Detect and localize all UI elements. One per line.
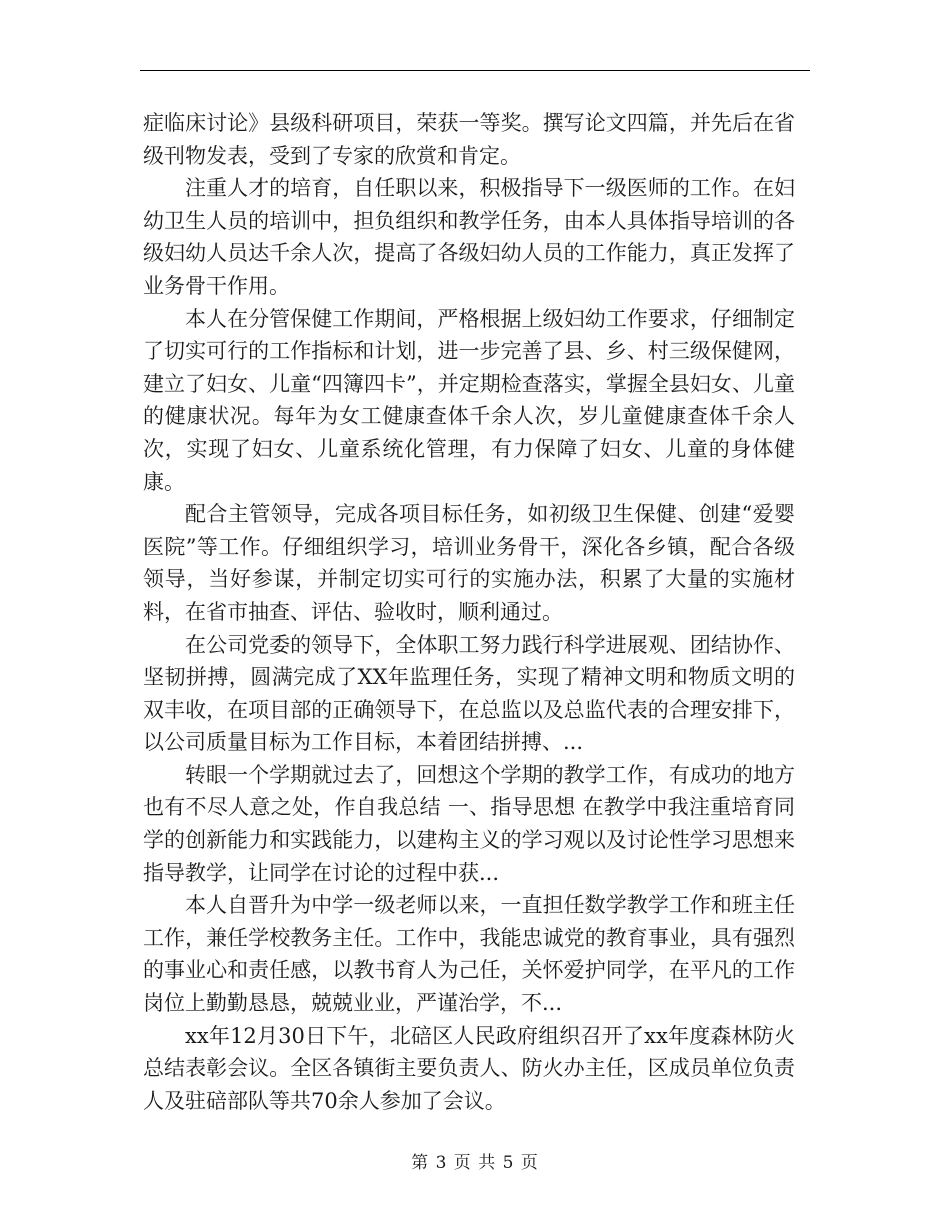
page-footer: 第 3 页 共 5 页 (411, 1153, 539, 1173)
paragraph-5: 在公司党委的领导下，全体职工努力践行科学进展观、团结协作、坚韧拼搏，圆满完成了XX年监理任务，实现了精神文明和物质文明的双丰收，在项目部的正确领导下，在总监以及总监代表的合理安排下，以公司质量目标为工作目标，本着团结拼搏、... (143, 632, 795, 755)
document-body (143, 107, 795, 1117)
paragraph-6: 转眼一个学期就过去了，回想这个学期的教学工作，有成功的地方也有不尽人意之处，作自我总结 一、指导思想 在教学中我注重培育同学的创新能力和实践能力，以建构主义的学习观以及讨论性学习思想来指导教学，让同学在讨论的过程中获... (143, 762, 795, 885)
header-rule (140, 70, 810, 71)
paragraph-4: 配合主管领导，完成各项目标任务，如初级卫生保健、创建“爱婴医院”等工作。仔细组织学习，培训业务骨干，深化各乡镇，配合各级领导，当好参谋，并制定切实可行的实施办法，积累了大量的实施材料，在省市抽查、评估、验收时，顺利通过。 (143, 502, 795, 624)
paragraph-7: 本人自晋升为中学一级老师以来，一直担任数学教学工作和班主任工作，兼任学校教务主任。工作中，我能忠诚党的教育事业，具有强烈的事业心和责任感，以教书育人为己任，关怀爱护同学，在平凡的工作岗位上勤勤恳恳，兢兢业业，严谨治学，不... (143, 893, 795, 1016)
paragraph-2: 注重人才的培育，自任职以来，积极指导下一级医师的工作。在妇幼卫生人员的培训中，担负组织和教学任务，由本人具体指导培训的各级妇幼人员达千余人次，提高了各级妇幼人员的工作能力，真正发挥了业务骨干作用。 (143, 176, 795, 298)
paragraph-8: xx年12月30日下午，北碚区人民政府组织召开了xx年度森林防火总结表彰会议。全区各镇街主要负责人、防火办主任，区成员单位负责人及驻碚部队等共70余人参加了会议。 (143, 1023, 795, 1113)
paragraph-1: 症临床讨论》县级科研项目，荣获一等奖。撰写论文四篇，并先后在省级刊物发表，受到了专家的欣赏和肯定。 (143, 111, 795, 168)
paragraph-3: 本人在分管保健工作期间，严格根据上级妇幼工作要求，仔细制定了切实可行的工作指标和计划，进一步完善了县、乡、村三级保健网，建立了妇女、儿童“四簿四卡”，并定期检查落实，掌握全县妇女、儿童的健康状况。每年为女工健康查体千余人次，岁儿童健康查体千余人次，实现了妇女、儿童系统化管理，有力保障了妇女、儿童的身体健康。 (143, 306, 795, 494)
